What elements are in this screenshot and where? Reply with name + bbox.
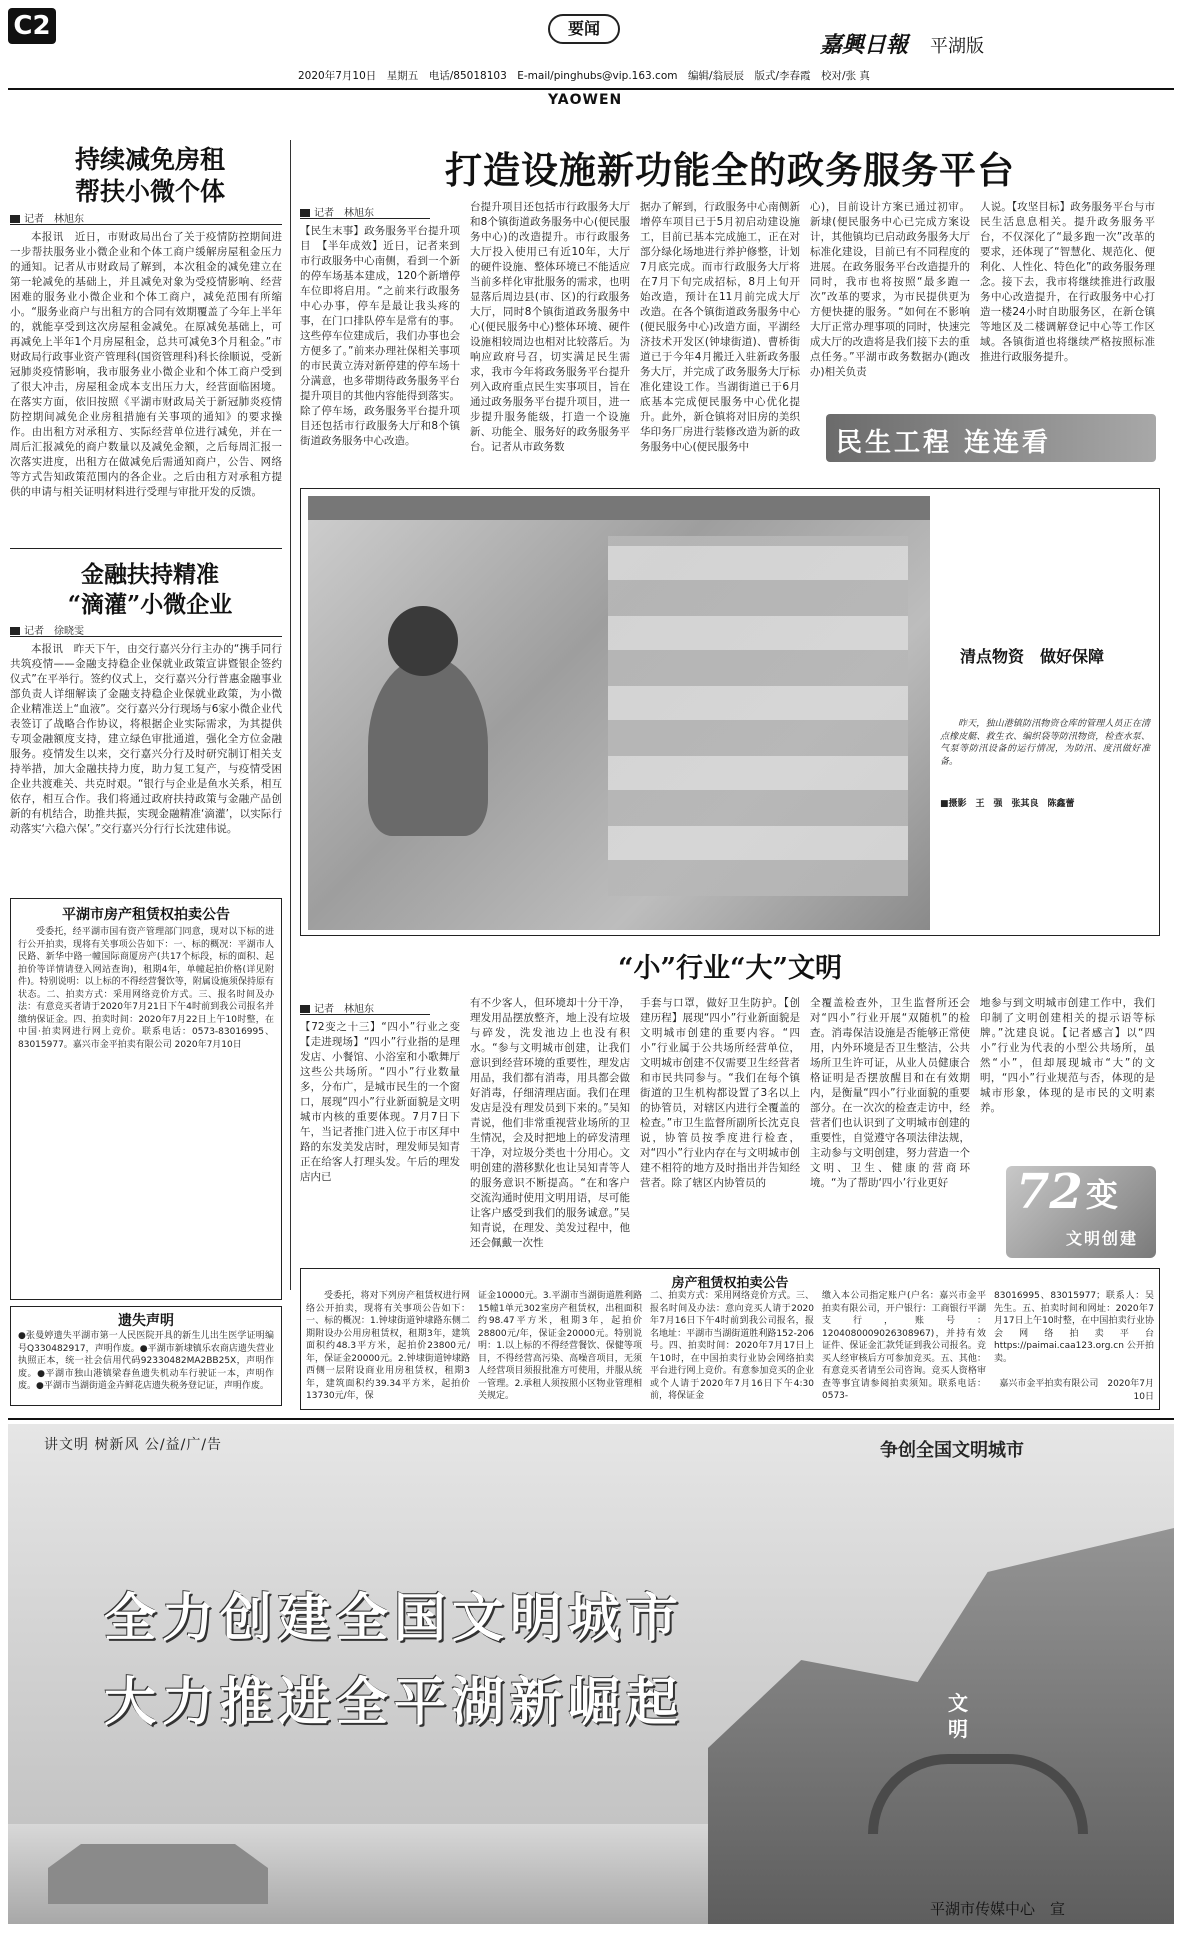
article-left2-byline: 记者 徐晓雯 <box>10 622 84 637</box>
article-left2-title-1: 金融扶持精准 <box>81 561 219 588</box>
logo-72-number: 72 <box>1016 1164 1083 1220</box>
logo-72-char: 变 <box>1086 1176 1119 1214</box>
notice-mid-col-3: 二、拍卖方式：采用网络竞价方式。三、报名时间及办法：意向竞买人请于2020年7月16日下午4时前到我公司报名，报名地址：平湖市当湖街道胜利路152-206号。四、拍卖时间：2020年7月17日上午10时，在中国拍卖行业协会网络拍卖平台进行网上竞价。有意参加竞买的企业或个人请于2020年7月16日下午4:30前，将保证金 <box>650 1291 814 1401</box>
ad-slogan-2: 大力推进全平湖新崛起 <box>104 1672 685 1733</box>
main-col-1: 【民生末事】政务服务平台提升项目 【半年成效】近日，记者来到市行政服务中心南侧，看到一个新的停车场基本建成，120个新增停车位即将启用。“之前来行政服务中心办事，停车是最让我头疼的事，在门口排队停车是常有的事。这些停车位建成后，我们办事也会方便多了。”前来办理社保相关事项的市民黄立涛对新停建的停车场十分满意，也多带期待政务服务平台提升项目的其他内容能得到落实。除了停车场，政务服务平台提升项目还包括市行政服务大厅和8个镇街道政务服务中心改造。 <box>300 225 460 447</box>
section-en: YAOWEN <box>548 92 623 108</box>
main-byline: 记者 林旭东 <box>300 204 374 219</box>
notice-lost-title: 遗失声明 <box>118 1313 174 1329</box>
photo-title: 清点物资 做好保障 <box>960 647 1105 666</box>
notice-mid-title: 房产租赁权拍卖公告 <box>671 1276 789 1291</box>
banner-minsheng-text: 民生工程 连连看 <box>836 428 1052 458</box>
notice-mid-col-5: 83016995、83015977；联系人：吴先生。五、拍卖时间和网址：2020年7月17日上午10时整，在中国拍卖行业协会网络拍卖平台 https://paimai.caa123.org.cn 公开拍卖。 <box>994 1291 1154 1364</box>
article2-col-5: 地参与到文明城市创建工作中，我们印制了文明创建相关的提示语等标牌。”沈建良说。【记者感言】以“四小”行业为代表的小型公共场所，虽然“小”，但却展现城市“大”的文明，“四小”行业规范与否，体现的是城市形象，体现的是市民的文明素养。 <box>980 997 1155 1114</box>
notice-mid-col-2: 证金10000元。3.平湖市当湖街道胜利路15幢1单元302室房产租赁权，出租面积约98.47平方米，租期3年，起拍价28800元/年，保证金20000元。特别说明：1.以上标的不得经营餐饮、保健等项目，不得经营高污染、高噪音项目，无须人经营项目须报批准方可使用，并服从统一管理。2.承租人须按照小区物业管理相关规定。 <box>478 1291 642 1401</box>
article-left1-body: 本报讯 近日，市财政局出台了关于疫情防控期间进一步帮扶服务业小微企业和个体工商户缓解房屋租金压力的通知。记者从市财政局了解到，本次租金的减免建立在第一轮减免的基础上，并且减免对象为受疫情影响、经营困难的服务业小微企业和个体工商户，减免范围有所缩小。“服务业商户与出租方的合同有效期覆盖了今年上半年的，就能享受到这次房屋租金减免。在原减免基础上，可再减免上半年1个月房屋租金，总共可减免3个月租金。”市财政局行政事业资产管理科(国资管理科)科长徐顺说，受新冠肺炎疫情影响，我市服务业小微企业和个体工商户受到了很大冲击，房屋租金成本支出压力大，经营面临困境。在落实方面，依旧按照《平湖市财政局关于新冠肺炎疫情防控期间减免企业房租措施有关事项的通知》的要求操作。由出租方对承租方、实际经营单位进行减免，并在一周后汇报减免的商户数量以及减免金额，之后每周汇报一次落实进度，出租方在做减免后需通知商户，公告、网络等方式告知政策范围内的各企业。之后由租方对承租方提供的申请与相关证明材料进行受理与审批开发的反馈。 <box>10 231 282 498</box>
main-col-3: 据办了解到，行政服务中心南侧新增停车项目已于5月初启动建设施工，目前已基本完成施工，正在对部分绿化场地进行养护修整，计划7月底完成。而市行政服务大厅将在7月下旬完成招标，8月上旬开始改造，预计在11月前完成大厅改造。在各个镇街道政务服务中心(便民服务中心)改造方面，平湖经济技术开发区(钟埭街道)、曹桥街道已于今年4月搬迁入驻新政务服务大厅，并完成了政务服务大厅标准化建设工作。当湖街道已于6月底基本完成便民服务中心优化提升。此外，新仓镇将对旧房的美织华印务厂房进行装修改造为新的政务服务中心(便民服务中 <box>640 201 800 453</box>
article-left1-byline: 记者 林旭东 <box>10 210 84 225</box>
article-left2-body: 本报讯 昨天下午，由交行嘉兴分行主办的“携手同行 共筑疫情——金融支持稳企业保就业政策宣讲暨银企签约仪式”在平举行。签约仪式上，交行嘉兴分行普惠金融事业部负责人详细解读了金融支持稳企业保就业政策，为小微企业精准送上“血液”。交行嘉兴分行现场与6家小微企业代表签订了战略合作协议，将根据企业实际需求，为其提供专项金融额度支持，建立绿色审批通道，强化全方位金融服务。疫情发生以来，交行嘉兴分行及时研究制订相关支持举措，加大金融扶持力度，助力复工复产，与疫情受困企业共渡难关、共克时艰。“银行与企业是鱼水关系，相互依存，相互合作。我们将通过政府扶持政策与金融产品创新的有机结合，助推共振，实现金融精准‘滴灌’，以实际行动落实‘六稳六保’。”交行嘉兴分行行长沈建伟说。 <box>10 643 282 835</box>
article2-col-3: 手套与口罩，做好卫生防护。【创建历程】展现“四小”行业新面貌是文明城市创建的重要内容。“四小”行业属于公共场所经营单位，文明城市创建不仅需要卫生经营者和市民共同参与。“我们在每个镇街道的卫生机构都设置了3名以上的协管员，对辖区内进行全覆盖的检查。”市卫生监督所副所长沈克良说，协管员按季度进行检查，对“四小”行业内存在与文明城市创建不相符的地方及时指出并告知经营者。除了辖区内协管员的 <box>640 997 800 1189</box>
article2-col-4: 全覆盖检查外，卫生监督所还会对“四小”行业开展“双随机”的检查。消毒保洁设施是否能够正常使用，内外环境是否卫生整洁，公共场所卫生许可证，从业人员健康合格证明是否摆放醒目和在有效期内，是衡量“四小”行业面貌的重要部分。在一次次的检查走访中，经营者们也认识到了文明城市创建的重要性，自觉遵守各项法律法规，主动参与文明创建，努力营造一个文明、卫生、健康的营商环境。“为了帮助‘四小’行业更好 <box>810 997 970 1189</box>
ad-footer: 平湖市传媒中心 宣 <box>930 1900 1066 1918</box>
page-number-badge: C2 <box>8 8 56 44</box>
ad-slogan-1: 全力创建全国文明城市 <box>104 1588 685 1649</box>
notice-left-body: 受委托，经平湖市国有资产管理部门同意，现对以下标的进行公开拍卖，现将有关事项公告如下：一、标的概况：平湖市人民路、新华中路一幢国际商厦房产(共17个标段，标的面积、起拍价等详情请登入网站查询)，租期4年，单幢起拍价格(详见附件)。特别说明：以上标的不得经营餐饮等，附属设施须保持原有状态。二、拍卖方式：采用网络竞价方式。三、报名时间及办法：有意竞买者请于2020年7月21日下午4时前到我公司报名并缴纳保证金。四、拍卖时间：2020年7月22日上午10时整，在中国·拍卖网进行网上竞价。联系电话：0573-83016995、83015977。嘉兴市金平拍卖有限公司 2020年7月10日 <box>18 927 274 1050</box>
main-col-2: 台提升项目还包括市行政服务大厅和8个镇街道政务服务中心(便民服务中心)的改造提升。市行政服务大厅投入使用已有近10年，大厅的硬件设施、整体环境已不能适应当前多样化审批服务的需求，也明显落后周边县(市、区)的行政服务大厅，同时8个镇街道政务服务中心(便民服务中心)整体环境、硬件设施相较周边也相对比较落后。为响应政府号召，切实满足民生需求，我市今年将政务服务平台提升列入政府重点民生实事项目，旨在通过政务服务平台提升项目，进一步提升服务能级，打造一个设施新、功能全、服务好的政务服务平台。记者从市政务数 <box>470 201 630 453</box>
article2-col-1: 【72变之十三】“四小”行业之变 【走进现场】“四小”行业指的是理发店、小餐馆、小浴室和小歌舞厅这些公共场所。“四小”行业数量多，分布广，是城市民生的一个窗口，展现“四小”行业新面貌是文明城市内核的重要体现。7月7日下午，当记者推门进入位于市区拜中路的东发美发店时，理发师吴知青正在给客人打理头发。午后的理发店内已 <box>300 1021 471 1183</box>
main-col-4: 心)，目前设计方案已通过初审。新埭(便民服务中心已完成方案设计，其他镇均已启动政务服务大厅标准化建设，目前已有不同程度的进展。在政务服务平台改造提升的同时，我市也将按照“最多跑一次”改革的要求，为市民提供更为方便快捷的服务。“如何在不影响大厅正常办理事项的同时，快速完成大厅的改造将是我们接下去的重点任务。”平湖市政务数据办(跑改办)相关负责 <box>810 201 970 378</box>
notice-lost-body: ●张曼婷遗失平湖市第一人民医院开具的新生儿出生医学证明编号Q330482917，声明作废。●平湖市新埭镇乐农商店遗失营业执照正本，统一社会信用代码92330482MA2BB25X，声明作废。●平湖市独山港镇梁春鱼遗失机动车行驶证一本，声明作废。●平湖市当湖街道金卉鲜花店遗失税务登记证，声明作废。 <box>18 1331 274 1391</box>
paper-logo: 嘉興日報 <box>820 32 909 58</box>
article2-col-2: 有不少客人，但环境却十分干净，理发用品摆放整齐，地上没有垃圾与碎发，洗发池边上也没有积水。“参与文明城市创建，让我们意识到经营环境的重要性，理发店用品，我们都有消毒，用具都会做好消毒，仔细清理店面。我们在理发店是没有理发员到下来的。”吴知青说，他们非常重视营业场所的卫生情况，会及时把地上的碎发清理干净，对垃圾分类也十分用心。文明创建的潜移默化也让吴知青等人的服务意识不断提高。“在和客户交流沟通时使用文明用语，尽可能让客户感受到我们的服务诚意。”吴知青说，在理发、美发过程中，他还会佩戴一次性 <box>470 997 630 1249</box>
article2-headline: “小”行业“大”文明 <box>617 953 843 984</box>
main-col-5: 人说。【攻坚目标】政务服务平台与市民生活息息相关。提升政务服务平台，不仅深化了“最多跑一次”改革的要求，还体现了“智慧化、规范化、便利化、人性化、特色化”的政务服务理念。接下去，我市将继续推进行政服务中心改造提升，在行政服务中心打造一楼24小时自助服务区，在新仓镇等地区及二楼调解登记中心等工作区域。各镇街道也将继续严格按照标准推进行政服务提升。 <box>980 201 1155 363</box>
ad-top-right: 争创全国文明城市 <box>880 1440 1024 1461</box>
article-left2-title-2: “滴灌”小微企业 <box>67 591 233 618</box>
photo-caption: 昨天，独山港镇防汛物资仓库的管理人员正在清点橡皮艇、救生衣、编织袋等防汛物资，检查水泵、气泵等防汛设备的运行情况，为防汛、度汛做好准备。 <box>940 719 1150 767</box>
notice-mid-col-1: 受委托，将对下列房产租赁权进行网络公开拍卖，现将有关事项公告如下：一、标的概况：1.钟埭街道钟埭路东侧二期附设办公用房租赁权，租期3年，建筑面积约48.3平方米，起拍价23800元/年，保证金20000元。2.钟埭街道钟埭路西侧一层附设商业用房租赁权，租期3年，建筑面积约39.34平方米，起拍价13730元/年，保 <box>306 1291 470 1401</box>
logo-72-text: 文明创建 <box>1066 1229 1139 1248</box>
header-meta: 2020年7月10日 星期五 电话/85018103 E-mail/pinghubs@vip.163.com 编辑/翁辰辰 版式/李春霞 校对/张 真 <box>298 70 870 82</box>
ad-top-left: 讲文明 树新风 公/益/广/告 <box>44 1437 223 1453</box>
article-left1-title-1: 持续减免房租 <box>74 145 225 174</box>
photo-credit: ■摄影 王 强 张其良 陈鑫蕾 <box>940 799 1075 809</box>
ad-vertical: 文明 <box>948 1691 968 1741</box>
notice-mid-col-4: 缴入本公司指定账户(户名：嘉兴市金平拍卖有限公司，开户银行：工商银行平湖支行，账号：1204080009026308967)，并持有效证件、保证金汇款凭证到我公司报名。竞买人经审核后方可参加竞买。五、其他：有意竞买者请至公司咨询。竞买人资格审查等事宜请参阅拍卖须知。联系电话：0573- <box>822 1291 986 1401</box>
article2-byline: 记者 林旭东 <box>300 1000 374 1015</box>
article-left1-title-2: 帮扶小微个体 <box>74 177 225 206</box>
main-headline: 打造设施新功能全的政务服务平台 <box>445 148 1015 192</box>
section-badge: 要闻 <box>548 14 620 44</box>
notice-mid-signature: 嘉兴市金平拍卖有限公司 2020年7月10日 <box>999 1379 1154 1402</box>
edition-label: 平湖版 <box>930 36 984 57</box>
photo-warehouse <box>308 496 930 930</box>
notice-left-title: 平湖市房产租赁权拍卖公告 <box>62 907 230 923</box>
